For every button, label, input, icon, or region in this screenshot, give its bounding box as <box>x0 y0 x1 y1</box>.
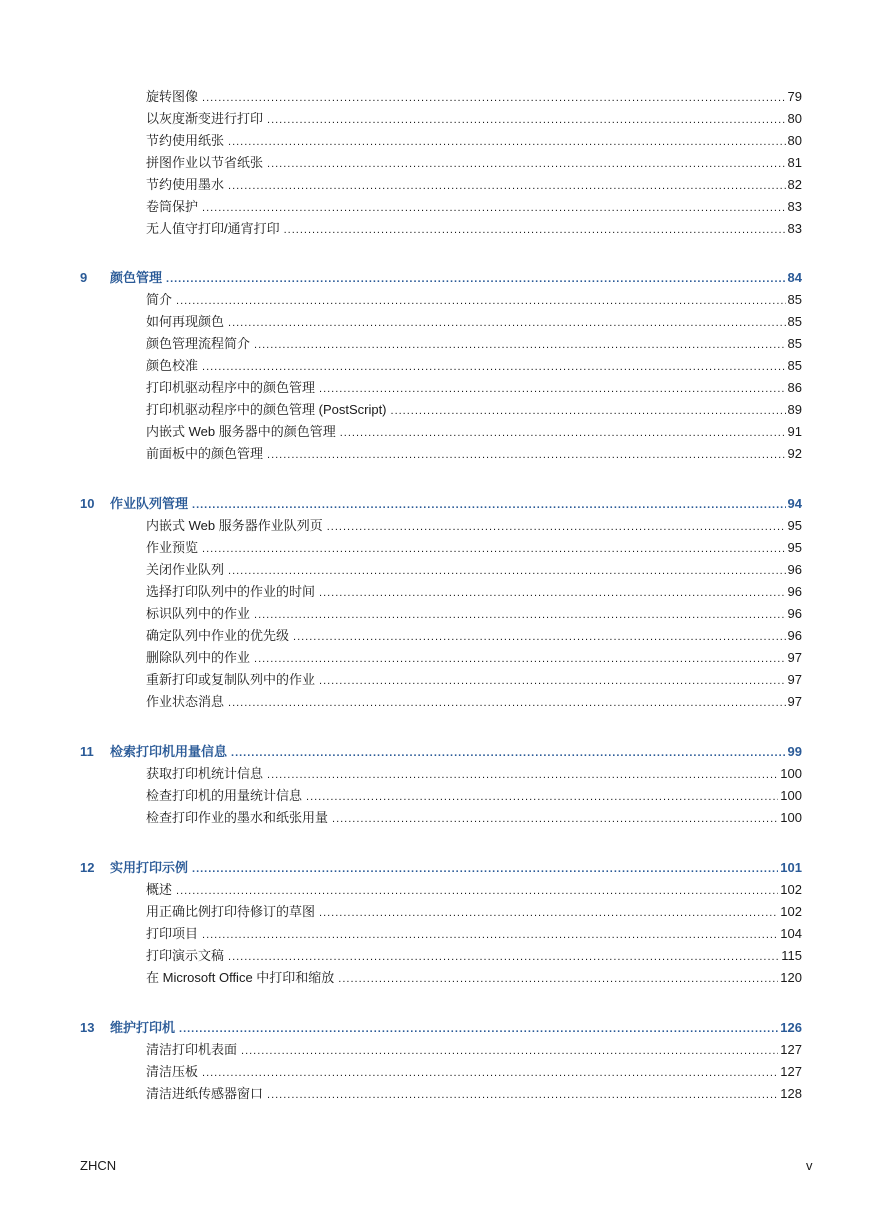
entry-title: 卷筒保护 <box>146 199 199 214</box>
toc-section-entry[interactable] <box>146 649 802 667</box>
chapter-number: 9 <box>80 270 88 285</box>
entry-page-number: 96 <box>787 628 802 643</box>
dot-leader <box>166 270 786 288</box>
toc-section-entry[interactable] <box>146 787 802 805</box>
entry-title: 作业状态消息 <box>146 694 225 709</box>
entry-page-number: 83 <box>787 199 802 214</box>
toc-section-entry[interactable] <box>146 605 802 623</box>
toc-section-entry[interactable] <box>146 313 802 331</box>
entry-page-number: 96 <box>787 606 802 621</box>
entry-page-number: 79 <box>787 89 802 104</box>
toc-section-entry[interactable] <box>146 401 802 419</box>
entry-title: 无人值守打印/通宵打印 <box>146 221 280 236</box>
entry-page-number: 91 <box>787 424 802 439</box>
toc-section-entry[interactable] <box>146 357 802 375</box>
dot-leader <box>267 155 786 173</box>
entry-title: 旋转图像 <box>146 89 199 104</box>
dot-leader <box>254 336 786 354</box>
entry-page-number: 120 <box>780 970 802 985</box>
dot-leader <box>338 970 778 988</box>
dot-leader <box>202 358 786 376</box>
toc-section-entry[interactable] <box>146 809 802 827</box>
entry-page-number: 95 <box>787 540 802 555</box>
toc-section-entry[interactable] <box>146 110 802 128</box>
toc-section-entry[interactable] <box>146 765 802 783</box>
entry-page-number: 84 <box>787 270 802 285</box>
dot-leader <box>241 1042 778 1060</box>
entry-title: 获取打印机统计信息 <box>146 766 264 781</box>
entry-page-number: 126 <box>780 1020 802 1035</box>
footer-language: ZHCN <box>80 1158 117 1173</box>
toc-section-entry[interactable] <box>146 539 802 557</box>
dot-leader <box>267 111 786 129</box>
entry-page-number: 80 <box>787 111 802 126</box>
dot-leader <box>176 882 778 900</box>
entry-page-number: 104 <box>780 926 802 941</box>
entry-page-number: 97 <box>787 672 802 687</box>
dot-leader <box>176 292 786 310</box>
entry-title: 内嵌式 Web 服务器作业队列页 <box>146 518 323 533</box>
entry-title: 作业预览 <box>146 540 199 555</box>
chapter-number: 12 <box>80 860 95 875</box>
entry-page-number: 100 <box>780 766 802 781</box>
entry-page-number: 85 <box>787 336 802 351</box>
dot-leader <box>228 314 786 332</box>
toc-chapter-entry[interactable] <box>80 495 802 513</box>
dot-leader <box>319 584 786 602</box>
entry-page-number: 128 <box>780 1086 802 1101</box>
entry-title: 拼图作业以节省纸张 <box>146 155 264 170</box>
entry-title: 作业队列管理 <box>110 496 189 511</box>
entry-page-number: 85 <box>787 358 802 373</box>
entry-title: 确定队列中作业的优先级 <box>146 628 290 643</box>
entry-title: 内嵌式 Web 服务器中的颜色管理 <box>146 424 336 439</box>
toc-chapter-entry[interactable] <box>80 1019 802 1037</box>
entry-page-number: 80 <box>787 133 802 148</box>
entry-title: 清洁压板 <box>146 1064 199 1079</box>
entry-title: 选择打印队列中的作业的时间 <box>146 584 316 599</box>
toc-section-entry[interactable] <box>146 969 802 987</box>
entry-title: 用正确比例打印待修订的草图 <box>146 904 316 919</box>
dot-leader <box>202 540 786 558</box>
toc-section-entry[interactable] <box>146 88 802 106</box>
dot-leader <box>267 446 786 464</box>
entry-title: 前面板中的颜色管理 <box>146 446 264 461</box>
entry-title: 关闭作业队列 <box>146 562 225 577</box>
toc-section-entry[interactable] <box>146 881 802 899</box>
entry-page-number: 96 <box>787 562 802 577</box>
entry-title: 打印项目 <box>146 926 199 941</box>
toc-chapter-entry[interactable] <box>80 743 802 761</box>
dot-leader <box>228 177 786 195</box>
entry-page-number: 101 <box>780 860 802 875</box>
entry-page-number: 97 <box>787 694 802 709</box>
entry-page-number: 82 <box>787 177 802 192</box>
dot-leader <box>391 402 786 420</box>
entry-title: 在 Microsoft Office 中打印和缩放 <box>146 970 335 985</box>
dot-leader <box>228 948 779 966</box>
dot-leader <box>319 672 786 690</box>
entry-title: 颜色校准 <box>146 358 199 373</box>
dot-leader <box>254 650 786 668</box>
entry-page-number: 102 <box>780 882 802 897</box>
entry-page-number: 100 <box>780 788 802 803</box>
entry-title: 标识队列中的作业 <box>146 606 251 621</box>
entry-title: 删除队列中的作业 <box>146 650 251 665</box>
toc-section-entry[interactable] <box>146 445 802 463</box>
entry-page-number: 86 <box>787 380 802 395</box>
entry-title: 如何再现颜色 <box>146 314 225 329</box>
dot-leader <box>192 496 786 514</box>
entry-title: 以灰度渐变进行打印 <box>146 111 264 126</box>
entry-title: 打印机驱动程序中的颜色管理 (PostScript) <box>146 402 387 417</box>
chapter-number: 10 <box>80 496 95 511</box>
toc-section-entry[interactable] <box>146 583 802 601</box>
toc-section-entry[interactable] <box>146 198 802 216</box>
entry-page-number: 95 <box>787 518 802 533</box>
dot-leader <box>192 860 778 878</box>
dot-leader <box>293 628 786 646</box>
entry-page-number: 96 <box>787 584 802 599</box>
toc-section-entry[interactable] <box>146 335 802 353</box>
entry-page-number: 100 <box>780 810 802 825</box>
toc-section-entry[interactable] <box>146 925 802 943</box>
toc-section-entry[interactable] <box>146 903 802 921</box>
entry-title: 颜色管理 <box>110 270 163 285</box>
dot-leader <box>202 1064 778 1082</box>
entry-page-number: 102 <box>780 904 802 919</box>
dot-leader <box>319 904 778 922</box>
entry-title: 节约使用墨水 <box>146 177 225 192</box>
entry-title: 清洁进纸传感器窗口 <box>146 1086 264 1101</box>
entry-page-number: 85 <box>787 292 802 307</box>
entry-title: 检查打印作业的墨水和纸张用量 <box>146 810 329 825</box>
entry-title: 重新打印或复制队列中的作业 <box>146 672 316 687</box>
dot-leader <box>267 1086 778 1104</box>
entry-title: 检索打印机用量信息 <box>110 744 228 759</box>
dot-leader <box>340 424 786 442</box>
entry-page-number: 97 <box>787 650 802 665</box>
toc-section-entry[interactable] <box>146 561 802 579</box>
entry-title: 打印机驱动程序中的颜色管理 <box>146 380 316 395</box>
entry-page-number: 92 <box>787 446 802 461</box>
toc-section-entry[interactable] <box>146 132 802 150</box>
toc-section-entry[interactable] <box>146 693 802 711</box>
dot-leader <box>202 199 786 217</box>
dot-leader <box>228 133 786 151</box>
dot-leader <box>284 221 786 239</box>
chapter-number: 13 <box>80 1020 95 1035</box>
entry-page-number: 115 <box>781 948 802 963</box>
dot-leader <box>327 518 786 536</box>
dot-leader <box>319 380 786 398</box>
entry-page-number: 127 <box>780 1042 802 1057</box>
entry-title: 概述 <box>146 882 173 897</box>
chapter-number: 11 <box>80 744 94 759</box>
dot-leader <box>179 1020 778 1038</box>
entry-title: 维护打印机 <box>110 1020 176 1035</box>
entry-page-number: 83 <box>787 221 802 236</box>
dot-leader <box>306 788 778 806</box>
toc-section-entry[interactable] <box>146 291 802 309</box>
dot-leader <box>202 926 778 944</box>
entry-title: 颜色管理流程简介 <box>146 336 251 351</box>
toc-chapter-entry[interactable] <box>80 859 802 877</box>
toc-section-entry[interactable] <box>146 379 802 397</box>
entry-page-number: 85 <box>787 314 802 329</box>
toc-section-entry[interactable] <box>146 154 802 172</box>
toc-section-entry[interactable] <box>146 1063 802 1081</box>
dot-leader <box>231 744 786 762</box>
dot-leader <box>267 766 778 784</box>
entry-page-number: 99 <box>787 744 802 759</box>
toc-section-entry[interactable] <box>146 671 802 689</box>
entry-title: 节约使用纸张 <box>146 133 225 148</box>
entry-page-number: 89 <box>787 402 802 417</box>
toc-section-entry[interactable] <box>146 947 802 965</box>
dot-leader <box>228 562 786 580</box>
footer-page-number: v <box>806 1158 813 1173</box>
entry-title: 打印演示文稿 <box>146 948 225 963</box>
toc-section-entry[interactable] <box>146 1085 802 1103</box>
entry-page-number: 94 <box>787 496 802 511</box>
dot-leader <box>254 606 786 624</box>
toc-section-entry[interactable] <box>146 220 802 238</box>
entry-title: 清洁打印机表面 <box>146 1042 238 1057</box>
toc-section-entry[interactable] <box>146 423 802 441</box>
entry-title: 检查打印机的用量统计信息 <box>146 788 303 803</box>
dot-leader <box>228 694 786 712</box>
toc-section-entry[interactable] <box>146 1041 802 1059</box>
dot-leader <box>202 89 786 107</box>
entry-page-number: 127 <box>780 1064 802 1079</box>
toc-chapter-entry[interactable] <box>80 269 802 287</box>
toc-section-entry[interactable] <box>146 627 802 645</box>
toc-section-entry[interactable] <box>146 176 802 194</box>
entry-page-number: 81 <box>787 155 802 170</box>
entry-title: 简介 <box>146 292 173 307</box>
entry-title: 实用打印示例 <box>110 860 189 875</box>
toc-section-entry[interactable] <box>146 517 802 535</box>
dot-leader <box>332 810 778 828</box>
